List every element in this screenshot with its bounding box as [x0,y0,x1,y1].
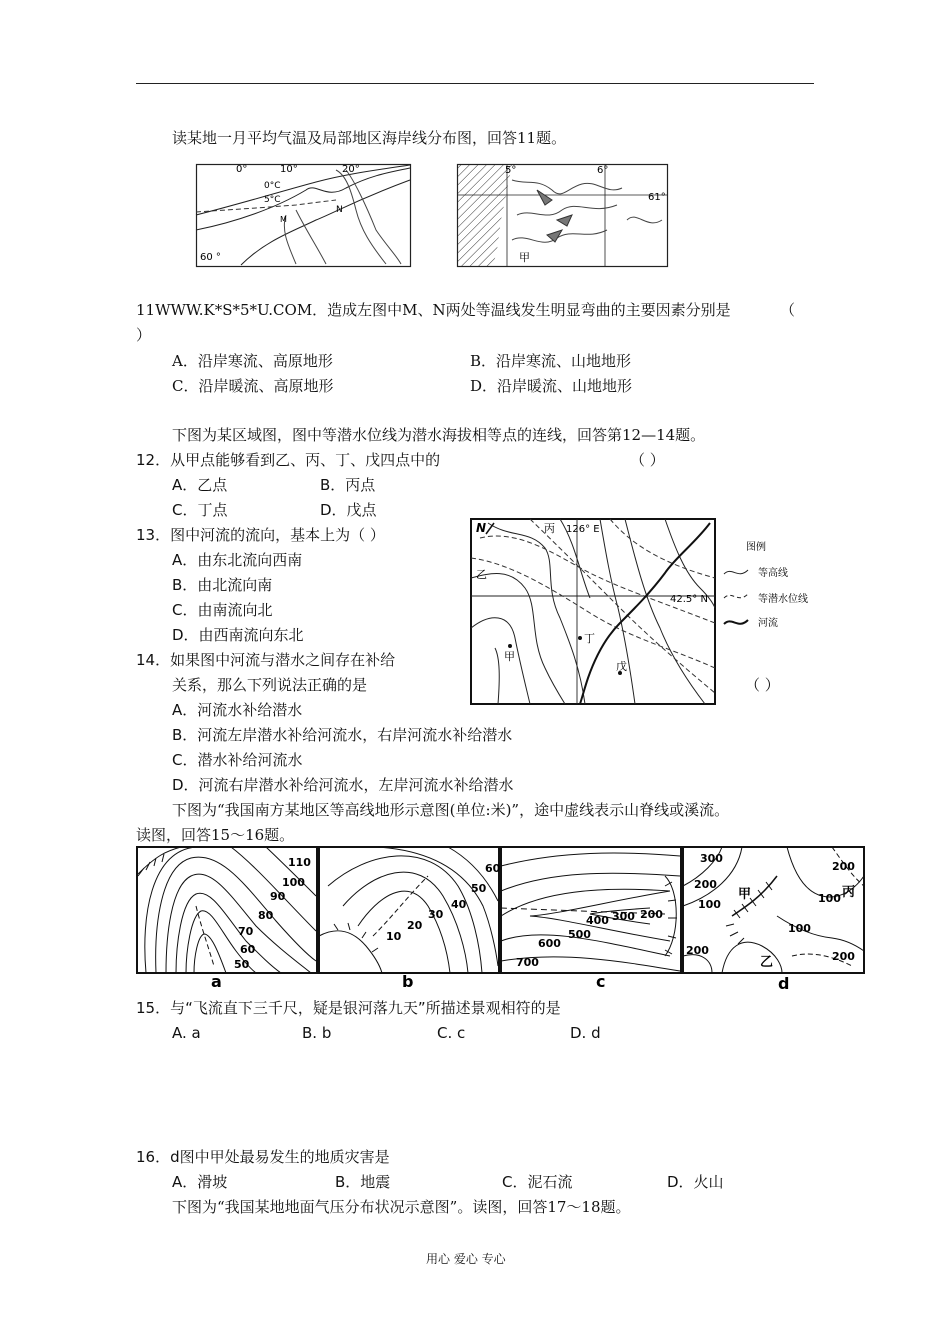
q15-option-a[interactable]: A. a [172,1024,201,1042]
map-caption-a: a [211,972,222,991]
lon-label: 126° E [566,524,600,535]
q15-option-b[interactable]: B. b [302,1024,332,1042]
contour-value: 30 [428,908,444,921]
q12-answer-paren: （ ） [630,451,665,469]
map-caption-b: b [402,972,414,991]
contour-map-a [137,847,317,991]
q11-answer-paren: （ [780,301,796,319]
point-m-label: M [280,215,287,224]
q11-answer-paren: ） [136,326,152,344]
contour-value: 300 [700,852,723,865]
contour-value: 90 [270,890,286,903]
q11-option-a[interactable]: A．沿岸寒流、高原地形 [172,352,333,370]
contour-value: 200 [686,944,709,957]
contour-value: 200 [832,860,855,873]
point-ding-label: 丁 [584,632,595,645]
intro-q15-16-line1: 下图为“我国南方某地区等高线地形示意图(单位:米)”，途中虚线表示山脊线或溪流。 [172,801,730,819]
q15-option-c[interactable]: C. c [437,1024,466,1042]
lon-label: 6° [597,165,609,176]
contour-value: 600 [538,937,561,950]
contour-map-d [683,847,864,993]
q14-stem-line1: 14．如果图中河流与潜水之间存在补给 [136,651,396,669]
contour-value: 100 [818,892,841,905]
lat-label: 60 ° [200,252,221,263]
legend-title: 图例 [746,542,766,553]
q14-option-c[interactable]: C．潜水补给河流水 [172,751,303,769]
q12-option-c[interactable]: C．丁点 [172,501,228,519]
contour-value: 60 [485,862,501,875]
intro-q12-14: 下图为某区域图，图中等潜水位线为潜水海拔相等点的连线，回答第12—14题。 [172,426,706,444]
contour-map-b [319,847,501,991]
q14-option-d[interactable]: D．河流右岸潜水补给河流水，左岸河流水补给潜水 [172,776,514,794]
contour-value: 200 [640,908,663,921]
contour-value: 50 [234,958,250,971]
legend-groundwater-label: 等潜水位线 [758,594,808,605]
q14-option-a[interactable]: A．河流水补给潜水 [172,701,303,719]
contour-value: 20 [407,919,423,932]
q16-stem: 16．d图中甲处最易发生的地质灾害是 [136,1148,390,1166]
contour-value: 100 [282,876,305,889]
q12-option-a[interactable]: A．乙点 [172,476,228,494]
lat-label: 42.5° N [670,594,708,605]
q13-option-b[interactable]: B．由北流向南 [172,576,273,594]
intro-q15-16-line2: 读图，回答15～16题。 [136,826,295,844]
contour-value: 80 [258,909,274,922]
contour-value: 110 [288,856,311,869]
point-bing-label: 丙 [842,885,856,900]
point-jia-label: 甲 [738,887,752,902]
point-yi-label: 乙 [476,568,487,581]
contour-maps-abcd [136,846,866,991]
q16-option-d[interactable]: D．火山 [667,1173,724,1191]
contour-value: 50 [471,882,487,895]
lon-label: 5° [505,165,517,176]
north-arrow-label: N [476,521,487,535]
q15-option-d[interactable]: D. d [570,1024,601,1042]
q14-answer-paren: （ ） [745,676,780,694]
q13-option-d[interactable]: D．由西南流向东北 [172,626,304,644]
q16-option-a[interactable]: A．滑坡 [172,1173,228,1191]
isotherm-label: 5°C [264,195,281,205]
page-footer: 用心 爱心 专心 [426,1252,506,1266]
map-caption-d: d [778,974,790,993]
q15-stem: 15．与“飞流直下三千尺，疑是银河落九天”所描述景观相符的是 [136,999,561,1017]
lon-label: 0° [236,164,248,175]
intro-q17-18: 下图为“我国某地地面气压分布状况示意图”。读图，回答17～18题。 [172,1198,631,1216]
point-yi-label: 乙 [760,955,774,970]
groundwater-contour-map [470,518,820,706]
point-n-label: N [336,205,343,215]
isotherm-label: 0°C [264,181,281,191]
contour-value: 60 [240,943,256,956]
q14-stem-line2: 关系，那么下列说法正确的是 [172,676,368,694]
contour-value: 200 [832,950,855,963]
contour-value: 100 [788,922,811,935]
contour-value: 10 [386,930,402,943]
q12-option-b[interactable]: B．丙点 [320,476,376,494]
intro-q11: 读某地一月平均气温及局部地区海岸线分布图，回答11题。 [172,129,567,147]
legend-river-label: 河流 [758,618,778,629]
q12-option-d[interactable]: D．戊点 [320,501,377,519]
legend-contour-label: 等高线 [758,568,788,579]
contour-value: 500 [568,928,591,941]
q12-stem: 12．从甲点能够看到乙、丙、丁、戊四点中的 [136,451,441,469]
contour-value: 200 [694,878,717,891]
temperature-map-left [196,160,412,268]
map-caption-c: c [596,972,606,991]
point-wu-label: 戊 [616,660,627,673]
q11-option-d[interactable]: D．沿岸暖流、山地地形 [470,377,633,395]
q13-option-c[interactable]: C．由南流向北 [172,601,273,619]
contour-value: 700 [516,956,539,969]
lat-label: 61° [648,192,666,203]
point-bing-label: 丙 [544,522,555,535]
contour-value: 40 [451,898,467,911]
q16-option-b[interactable]: B．地震 [335,1173,391,1191]
point-jia-label: 甲 [519,251,530,264]
header-rule [136,83,814,84]
q16-option-c[interactable]: C．泥石流 [502,1173,573,1191]
coastline-map-right [457,160,669,268]
q13-stem: 13．图中河流的流向，基本上为（ ） [136,526,385,544]
q11-option-c[interactable]: C．沿岸暖流、高原地形 [172,377,334,395]
contour-value: 400 [586,914,609,927]
q14-option-b[interactable]: B．河流左岸潜水补给河流水，右岸河流水补给潜水 [172,726,513,744]
contour-value: 300 [612,910,635,923]
lon-label: 10° [280,164,298,175]
contour-map-c [501,847,681,991]
contour-value: 100 [698,898,721,911]
point-jia-label: 甲 [504,650,515,663]
q11-option-b[interactable]: B．沿岸寒流、山地地形 [470,352,632,370]
q11-stem: 11WWW.K*S*5*U.COM．造成左图中M、N两处等温线发生明显弯曲的主要因素分别是 [136,301,731,319]
q13-option-a[interactable]: A．由东北流向西南 [172,551,303,569]
contour-value: 70 [238,925,254,938]
lon-label: 20° [342,164,360,175]
